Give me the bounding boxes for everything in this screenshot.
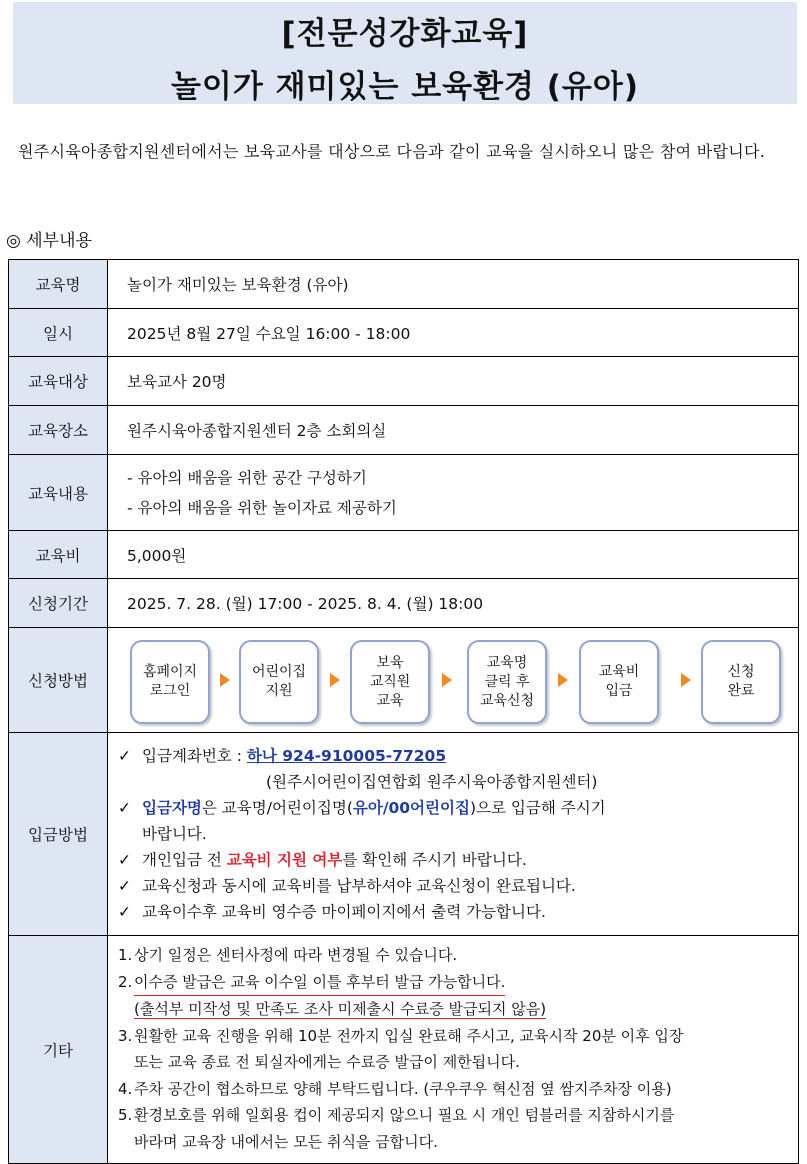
flow-step: 홈페이지 로그인 — [130, 640, 210, 724]
row-payment — [9, 733, 799, 936]
check-icon: ✓ — [118, 903, 131, 921]
row-value: 2025년 8월 27일 수요일 16:00 - 18:00 — [108, 309, 799, 357]
row-value: 원주시육아종합지원센터 2층 소회의실 — [108, 406, 799, 455]
row-place — [9, 406, 799, 455]
row-label: 일시 — [9, 309, 108, 357]
row-name — [9, 260, 799, 309]
payment-line: ✓ 개인입금 전 교육비 지원 여부를 확인해 주시기 바랍니다. — [118, 847, 798, 873]
flow-step: 교육명 클릭 후 교육신청 — [467, 640, 547, 724]
row-etc — [9, 936, 799, 1164]
row-method — [9, 628, 799, 733]
row-value: 보육교사 20명 — [108, 357, 799, 406]
flow-step: 교육비 입금 — [579, 640, 659, 724]
row-label: 기타 — [9, 936, 108, 1164]
check-icon: ✓ — [118, 747, 131, 765]
row-value: 놀이가 재미있는 보육환경 (유아) — [108, 260, 799, 309]
check-icon: ✓ — [118, 851, 131, 869]
title-banner — [13, 2, 797, 104]
content-item: - 유아의 배움을 위한 놀이자료 제공하기 — [127, 498, 397, 517]
account-holder: (원주시어린이집연합회 원주시육아종합지원센터) — [266, 773, 598, 791]
row-value — [108, 733, 799, 936]
etc-item-cont: 또는 교육 종료 전 퇴실자에게는 수료증 발급이 제한됩니다. — [134, 1053, 520, 1071]
row-period — [9, 579, 799, 628]
content-item: - 유아의 배움을 위한 공간 구성하기 — [127, 468, 367, 487]
payment-line: ✓ 교육이수후 교육비 영수증 마이페이지에서 출력 가능합니다. — [118, 899, 798, 925]
etc-item: 5. 환경보호를 위해 일회용 컵이 제공되지 않으니 필요 시 개인 텀블러를 지참하시기를 — [118, 1106, 675, 1124]
row-label: 신청기간 — [9, 579, 108, 628]
row-value: 2025. 7. 28. (월) 17:00 - 2025. 8. 4. (월) 18:00 — [108, 579, 799, 628]
row-value — [108, 628, 799, 733]
row-label: 교육대상 — [9, 357, 108, 406]
row-label: 신청방법 — [9, 628, 108, 733]
row-label: 교육비 — [9, 531, 108, 579]
arrow-right-icon — [442, 673, 452, 687]
arrow-right-icon — [558, 673, 568, 687]
row-label: 교육명 — [9, 260, 108, 309]
flow-step: 어린이집 지원 — [239, 640, 319, 724]
arrow-right-icon — [330, 673, 340, 687]
check-icon: ✓ — [118, 877, 131, 895]
row-date — [9, 309, 799, 357]
etc-item-cont: 바라며 교육장 내에서는 모든 취식을 금합니다. — [134, 1132, 438, 1151]
flow-step: 보육 교직원 교육 — [350, 640, 430, 724]
etc-item: 2. 이수증 발급은 교육 이수일 이틀 후부터 발급 가능합니다. — [118, 969, 790, 997]
row-value — [108, 455, 799, 531]
section-label: ◎ 세부내용 — [6, 231, 92, 251]
account-number: 하나 924-910005-77205 — [246, 747, 447, 765]
payment-line: ✓ 입금계좌번호 : 하나 924-910005-77205 — [118, 743, 798, 769]
detail-table — [8, 259, 799, 1164]
etc-item: 3. 원활한 교육 진행을 위해 10분 전까지 입실 완료해 주시고, 교육시작 20분 이후 입장 — [118, 1026, 684, 1045]
row-label: 입금방법 — [9, 733, 108, 936]
title-line-2: 놀이가 재미있는 보육환경 (유아) — [170, 69, 639, 105]
check-icon: ✓ — [118, 799, 131, 817]
title-line-1: [전문성강화교육] — [281, 16, 529, 52]
payment-line: ✓ 입금자명은 교육명/어린이집명(유아/00어린이집)으로 입금해 주시기 — [118, 795, 798, 821]
row-value — [108, 936, 799, 1164]
row-target — [9, 357, 799, 406]
etc-item: 4. 주차 공간이 협소하므로 양해 부탁드립니다. (쿠우쿠우 혁신점 옆 쌈지주차장 이용) — [118, 1079, 672, 1098]
intro-text: 원주시육아종합지원센터에서는 보육교사를 대상으로 다음과 같이 교육을 실시하오니 많은 참여 바랍니다. — [18, 142, 766, 161]
apply-flow — [108, 628, 798, 732]
arrow-right-icon — [681, 673, 691, 687]
row-label: 교육내용 — [9, 455, 108, 531]
etc-item: 1. 상기 일정은 센터사정에 따라 변경될 수 있습니다. — [118, 946, 458, 964]
row-value: 5,000원 — [108, 531, 799, 579]
etc-item-cont: (출석부 미작성 및 만족도 조사 미제출시 수료증 발급되지 않음) — [134, 1000, 547, 1018]
payment-line-cont: 바랍니다. — [142, 825, 207, 843]
flow-step: 신청 완료 — [701, 640, 781, 724]
row-content — [9, 455, 799, 531]
row-label: 교육장소 — [9, 406, 108, 455]
payment-line: ✓ 교육신청과 동시에 교육비를 납부하셔야 교육신청이 완료됩니다. — [118, 873, 798, 899]
arrow-right-icon — [220, 673, 230, 687]
row-fee — [9, 531, 799, 579]
